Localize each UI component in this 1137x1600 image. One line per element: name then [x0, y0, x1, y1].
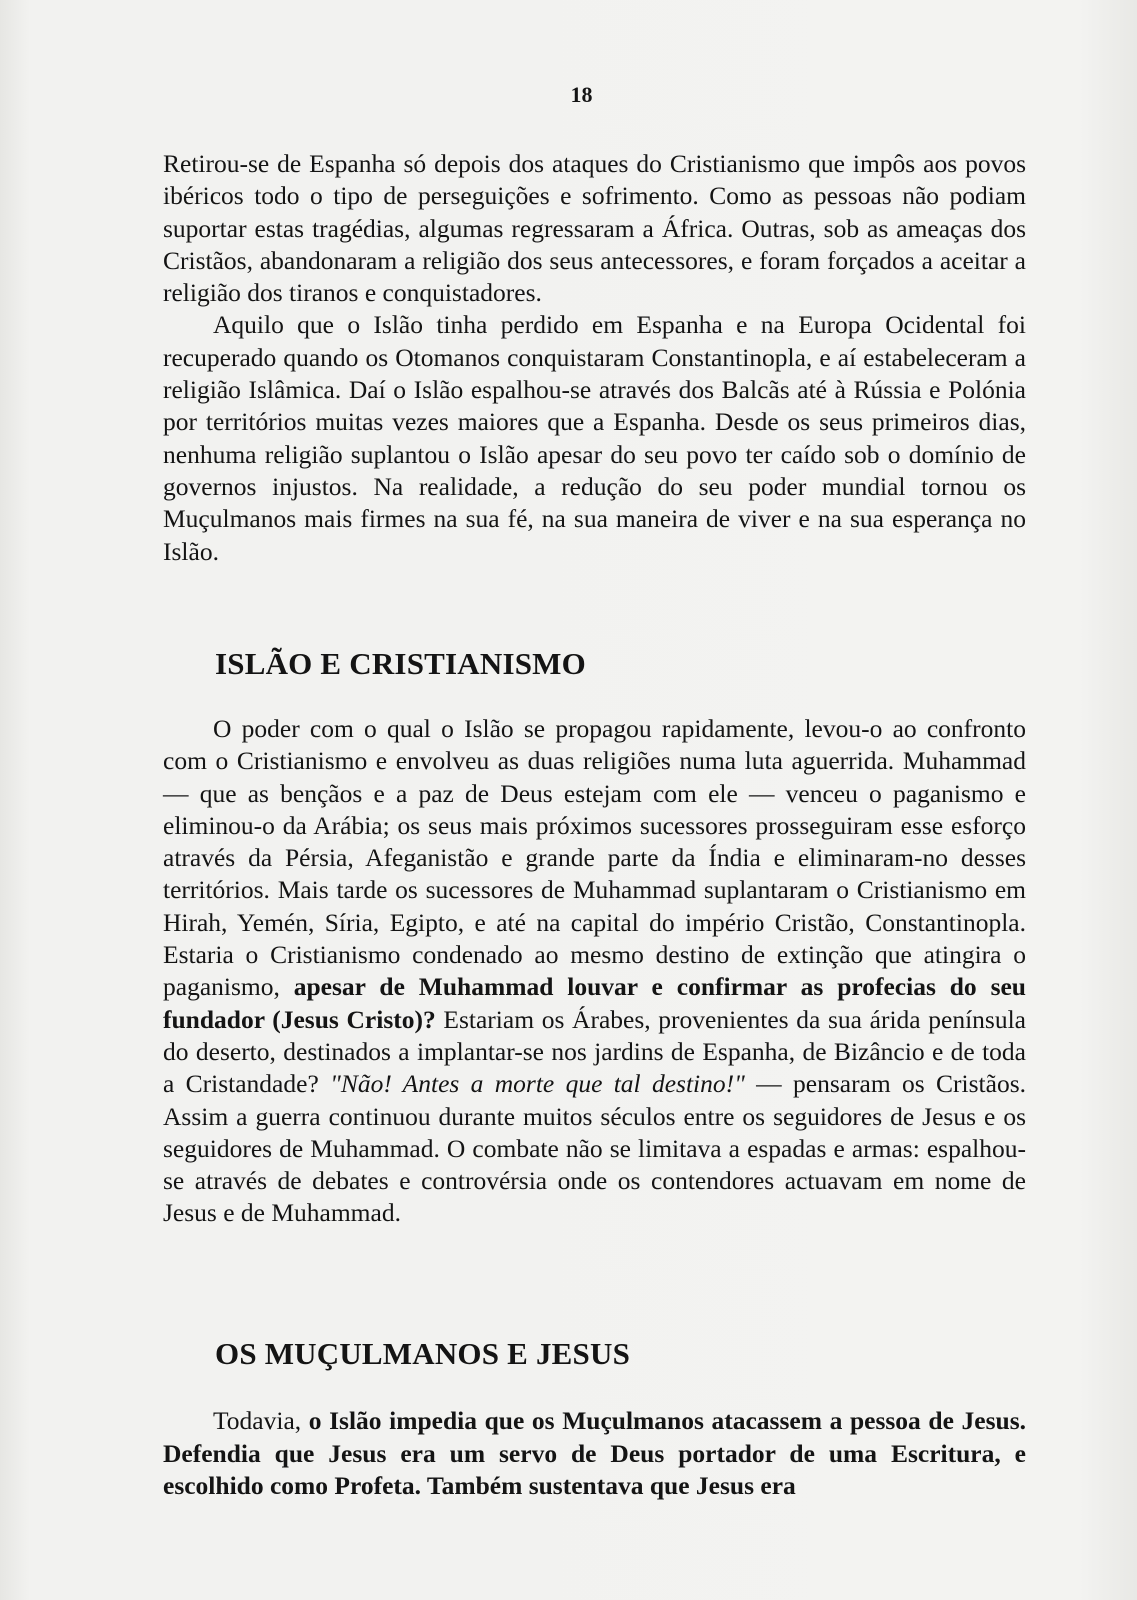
section-heading: ISLÃO E CRISTIANISMO [215, 646, 586, 681]
page-number: 18 [570, 82, 593, 107]
paragraph [163, 713, 1026, 1230]
bold-text-span: o Islão impedia que os Muçulmanos atacassem a pessoa de Jesus. Defendia que Jesus era um servo de Deus portador de uma Escritura, e escolhido como Profeta. Também sustentava que Jesus era [163, 1406, 1026, 1500]
text-block-intro [163, 148, 1026, 568]
text-span: Estariam os Árabes, provenientes da sua árida península do deserto, destinados a implantar-se nos jardins de Espanha, de Bizâncio e de toda a Cristandade? [163, 1004, 1026, 1099]
bold-text-span: apesar de Muhammad louvar e confirmar as profecias do seu fundador (Jesus Cristo)? [163, 972, 1026, 1034]
text-block-islam-christianity [163, 713, 1026, 1230]
section-heading: OS MUÇULMANOS E JESUS [215, 1336, 631, 1371]
text-span: — pensaram os Cristãos. Assim a guerra continuou durante muitos séculos entre os seguidores de Jesus e os seguidores de Muhammad. O combate não se limitava a espadas e armas: espalhou-se através de debates e controvérsia onde os contendores actuavam em nome de Jesus e de Muhammad. [163, 1069, 1027, 1228]
text-block-muslims-jesus [163, 1405, 1026, 1503]
text-span: O poder com o qual o Islão se propagou rapidamente, levou-o ao confronto com o Cristianismo e envolveu as duas religiões numa luta aguerrida. Muhammad — que as bençãos e a paz de Deus estejam com ele — venceu o paganismo e eliminou-o da Arábia; os seus mais próximos sucessores prosseguiram esse esforço através da Pérsia, Afeganistão e grande parte da Índia e eliminaram-no desses territórios. Mais tarde os sucessores de Muhammad suplantaram o Cristianismo em Hirah, Yemén, Síria, Egipto, e até na capital do império Cristão, Constantinopla. Estaria o Cristianismo condenado ao mesmo destino de extinção que atingira o paganismo, [163, 714, 1026, 1002]
paragraph: Aquilo que o Islão tinha perdido em Espanha e na Europa Ocidental foi recuperado quando os Otomanos conquistaram Constantinopla, e aí estabeleceram a religião Islâmica. Daí o Islão espalhou-se através dos Balcãs até à Rússia e Polónia por territórios muitas vezes maiores que a Espanha. Desde os seus primeiros dias, nenhuma religião suplantou o Islão apesar do seu povo ter caído sob o domínio de governos injustos. Na realidade, a redução do seu poder mundial tornou os Muçulmanos mais firmes na sua fé, na sua maneira de viver e na sua esperança no Islão. [163, 310, 1026, 566]
paragraph: Retirou-se de Espanha só depois dos ataques do Cristianismo que impôs aos povos ibéricos todo o tipo de perseguições e sofrimento. Como as pessoas não podiam suportar estas tragédias, algumas regressaram a África. Outras, sob as ameaças dos Cristãos, abandonaram a religião dos seus antecessores, e foram forçados a aceitar a religião dos tiranos e conquistadores. [163, 149, 1026, 308]
italic-quote: "Não! Antes a morte que tal destino!" [330, 1069, 745, 1099]
paragraph [163, 1405, 1026, 1503]
text-span: Todavia, [213, 1406, 309, 1435]
